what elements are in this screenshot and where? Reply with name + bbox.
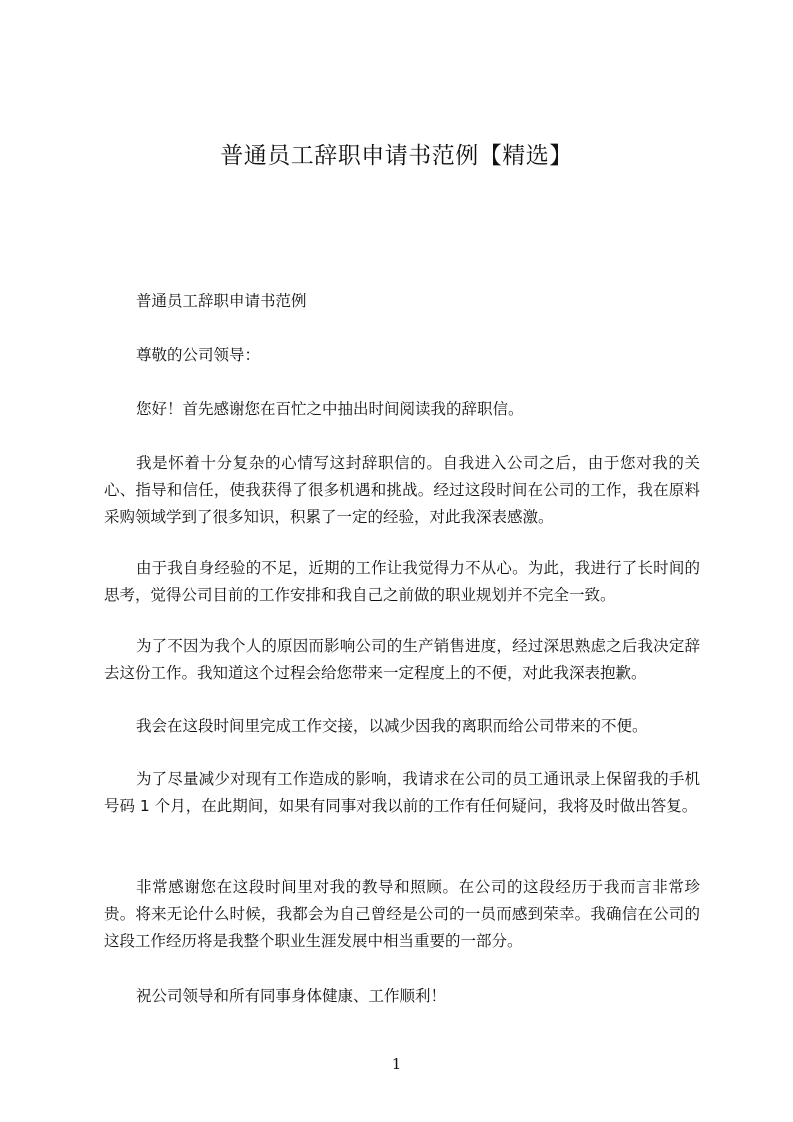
document-title: 普通员工辞职申请书范例【精选】 bbox=[220, 143, 573, 169]
paragraph-body-1: 我是怀着十分复杂的心情写这封辞职信的。自我进入公司之后，由于您对我的关心、指导和信任，使我获得了很多机遇和挑战。经过这段时间在公司的工作，我在原料采购领域学到了很多知识，积累了一定的经验，对此我深表感激。 bbox=[104, 454, 700, 526]
paragraph-body-2: 由于我自身经验的不足，近期的工作让我觉得力不从心。为此，我进行了长时间的思考，觉得公司目前的工作安排和我自己之前做的职业规划并不完全一致。 bbox=[104, 559, 700, 604]
paragraph-subtitle: 普通员工辞职申请书范例 bbox=[136, 292, 307, 310]
paragraph-body-5: 为了尽量减少对现有工作造成的影响，我请求在公司的员工通讯录上保留我的手机号码 1 个月，在此期间，如果有同事对我以前的工作有任何疑问，我将及时做出答复。 bbox=[104, 770, 700, 815]
paragraph-greeting: 您好！首先感谢您在百忙之中抽出时间阅读我的辞职信。 bbox=[136, 400, 524, 418]
paragraph-body-4: 我会在这段时间里完成工作交接，以减少因我的离职而给公司带来的不便。 bbox=[136, 717, 648, 735]
paragraph-body-3: 为了不因为我个人的原因而影响公司的生产销售进度，经过深思熟虑之后我决定辞去这份工作。我知道这个过程会给您带来一定程度上的不便，对此我深表抱歉。 bbox=[104, 637, 700, 682]
page-number: 1 bbox=[391, 1055, 402, 1073]
paragraph-body-6: 非常感谢您在这段时间里对我的教导和照顾。在公司的这段经历于我而言非常珍贵。将来无论什么时候，我都会为自己曾经是公司的一员而感到荣幸。我确信在公司的这段工作经历将是我整个职业生涯发展中相当重要的一部分。 bbox=[104, 878, 700, 950]
paragraph-salutation: 尊敬的公司领导： bbox=[136, 346, 261, 364]
paragraph-closing: 祝公司领导和所有同事身体健康、工作顺利！ bbox=[136, 987, 447, 1005]
